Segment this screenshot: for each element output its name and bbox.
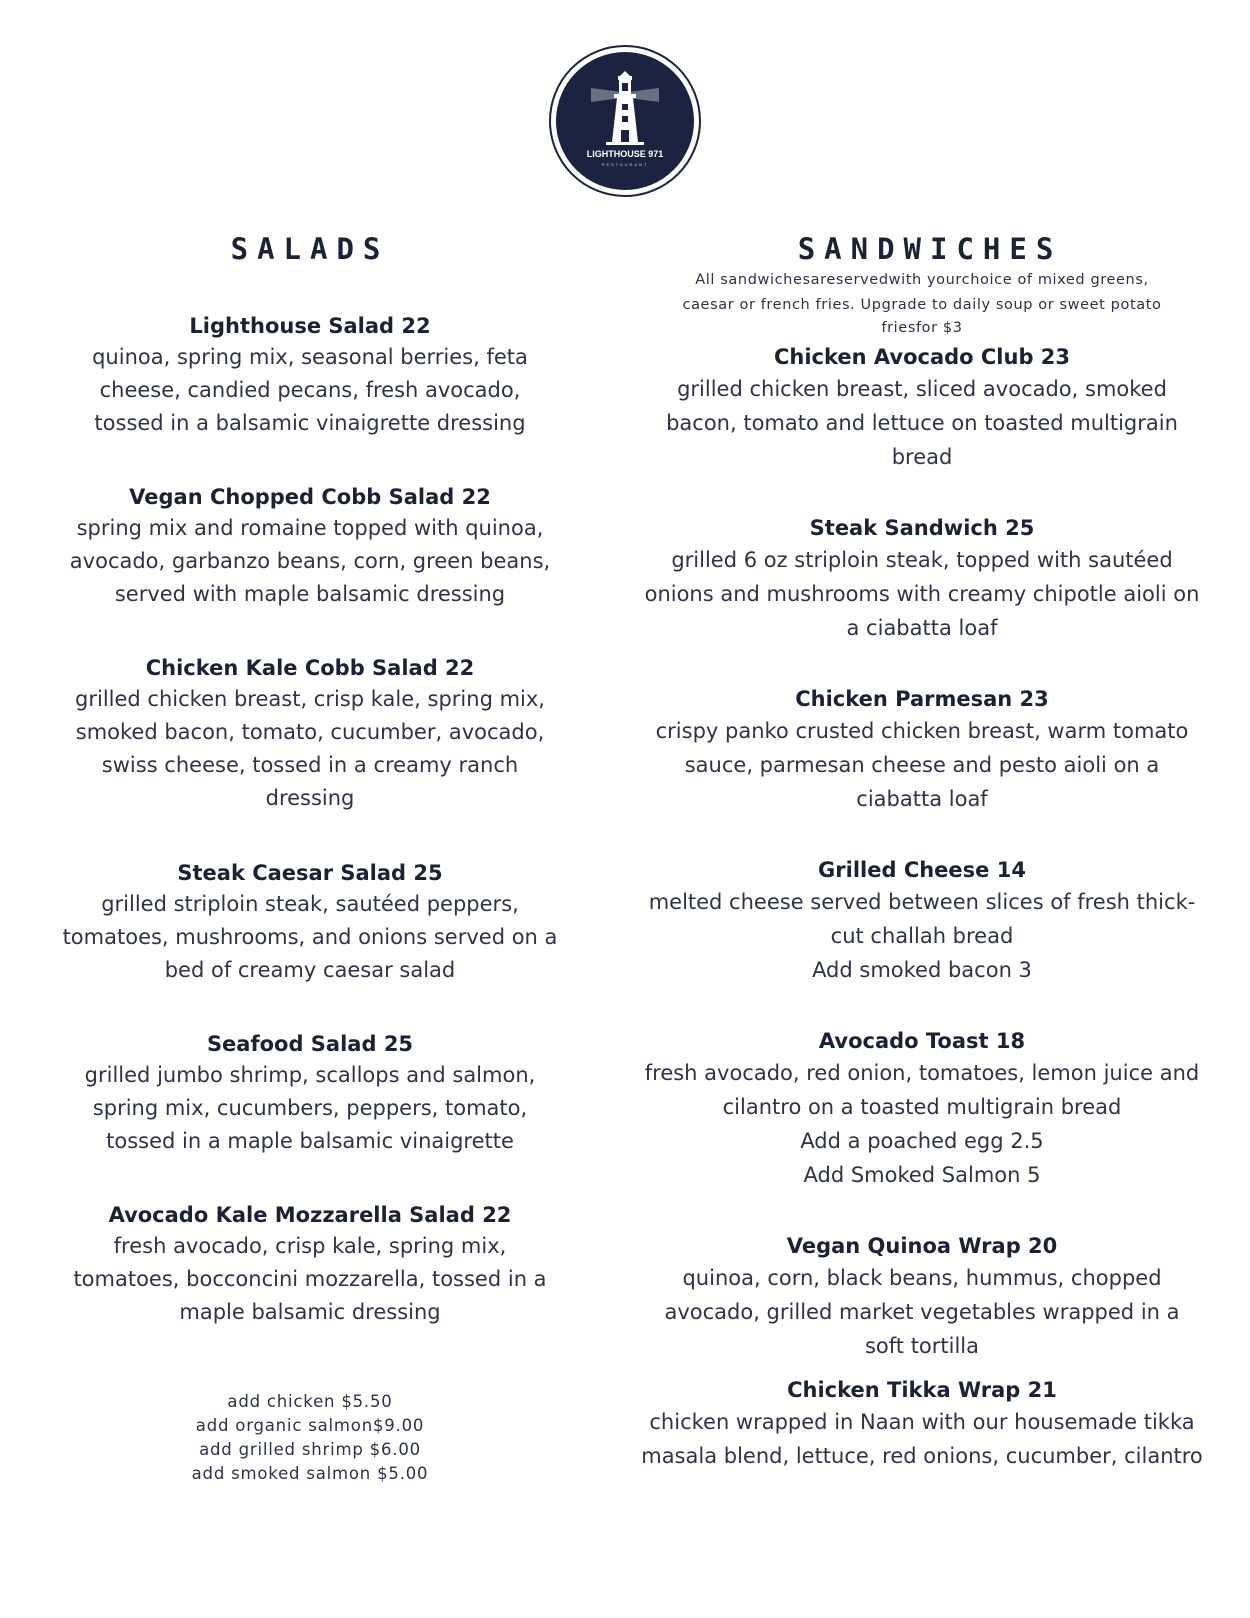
item-description-line: Add a poached egg 2.5: [800, 1129, 1044, 1153]
item-name: Chicken Kale Cobb Salad 22: [145, 656, 475, 680]
item-description-line: bread: [891, 445, 953, 469]
item-description-line: avocado, grilled market vegetables wrapped in a: [664, 1300, 1180, 1324]
menu-item: [632, 1231, 1212, 1363]
item-description-line: fresh avocado, crisp kale, spring mix,: [113, 1234, 507, 1258]
item-description-line: tossed in a maple balsamic vinaigrette: [106, 1129, 514, 1153]
salad-add-ons: [100, 1390, 520, 1486]
note-line: All sandwichesareservedwith yourchoice of mixed greens,: [695, 272, 1149, 288]
item-description-line: masala blend, lettuce, red onions, cucumber, cilantro: [641, 1444, 1203, 1468]
logo-name: LIGHTHOUSE 971: [586, 149, 664, 159]
logo-badge: [556, 52, 694, 190]
item-description-line: spring mix and romaine topped with quinoa,: [76, 516, 544, 540]
item-description-line: maple balsamic dressing: [179, 1300, 441, 1324]
item-description-line: grilled 6 oz striploin steak, topped with sautéed: [671, 548, 1173, 572]
item-description-line: smoked bacon, tomato, cucumber, avocado,: [75, 720, 545, 744]
item-description-line: fresh avocado, red onion, tomatoes, lemon juice and: [644, 1061, 1200, 1085]
item-description-line: melted cheese served between slices of fresh thick-: [648, 890, 1196, 914]
item-description-line: cut challah bread: [830, 924, 1014, 948]
item-name: Chicken Avocado Club 23: [773, 345, 1071, 369]
item-description-line: cilantro on a toasted multigrain bread: [722, 1095, 1122, 1119]
item-name: Vegan Quinoa Wrap 20: [786, 1234, 1058, 1258]
restaurant-logo: [549, 45, 701, 197]
item-description-line: quinoa, spring mix, seasonal berries, feta: [92, 345, 528, 369]
add-on-line: add grilled shrimp $6.00: [199, 1440, 421, 1459]
item-description-line: cheese, candied pecans, fresh avocado,: [99, 378, 521, 402]
item-description-line: grilled chicken breast, sliced avocado, smoked: [677, 377, 1167, 401]
menu-item: [55, 311, 565, 440]
note-line: friesfor $3: [881, 320, 963, 336]
item-description-line: a ciabatta loaf: [846, 616, 998, 640]
item-description-line: tossed in a balsamic vinaigrette dressing: [94, 411, 526, 435]
item-name: Lighthouse Salad 22: [189, 314, 431, 338]
menu-item: [55, 1200, 565, 1329]
sandwiches-heading: SANDWICHES: [797, 232, 1063, 266]
item-description-line: tomatoes, mushrooms, and onions served on a: [62, 925, 558, 949]
item-name: Steak Sandwich 25: [809, 516, 1035, 540]
item-description-line: grilled jumbo shrimp, scallops and salmon,: [84, 1063, 536, 1087]
menu-item: [632, 855, 1212, 987]
add-on-line: add chicken $5.50: [227, 1392, 393, 1411]
item-name: Vegan Chopped Cobb Salad 22: [129, 485, 491, 509]
item-name: Chicken Parmesan 23: [795, 687, 1049, 711]
item-description-line: spring mix, cucumbers, peppers, tomato,: [92, 1096, 528, 1120]
item-description-line: grilled striploin steak, sautéed peppers,: [101, 892, 519, 916]
item-description-line: swiss cheese, tossed in a creamy ranch: [101, 753, 519, 777]
item-description-line: Add smoked bacon 3: [812, 958, 1032, 982]
item-name: Seafood Salad 25: [206, 1032, 414, 1056]
sandwiches-note: [648, 268, 1196, 338]
item-description-line: avocado, garbanzo beans, corn, green beans,: [69, 549, 551, 573]
item-description-line: sauce, parmesan cheese and pesto aioli on a: [684, 753, 1160, 777]
item-description-line: soft tortilla: [864, 1334, 980, 1358]
menu-item: [55, 1029, 565, 1158]
item-description-line: grilled chicken breast, crisp kale, spring mix,: [75, 687, 545, 711]
item-description-line: bed of creamy caesar salad: [164, 958, 456, 982]
menu-item: [632, 684, 1212, 816]
salads-heading: SALADS: [230, 232, 390, 266]
item-description-line: dressing: [265, 786, 355, 810]
add-on-line: add smoked salmon $5.00: [191, 1464, 429, 1483]
logo-subtitle: RESTAURANT: [601, 162, 649, 167]
menu-item: [55, 482, 565, 611]
add-on-line: add organic salmon$9.00: [195, 1416, 425, 1435]
item-name: Steak Caesar Salad 25: [177, 861, 443, 885]
item-description-line: chicken wrapped in Naan with our housemade tikka: [649, 1410, 1195, 1434]
item-name: Avocado Toast 18: [818, 1029, 1026, 1053]
item-description-line: ciabatta loaf: [856, 787, 988, 811]
item-name: Grilled Cheese 14: [818, 858, 1026, 882]
item-description-line: bacon, tomato and lettuce on toasted multigrain: [666, 411, 1178, 435]
item-name: Chicken Tikka Wrap 21: [787, 1378, 1057, 1402]
menu-item: [632, 342, 1212, 474]
item-description-line: served with maple balsamic dressing: [114, 582, 506, 606]
menu-item: [632, 1026, 1212, 1192]
item-description-line: tomatoes, bocconcini mozzarella, tossed in a: [73, 1267, 547, 1291]
item-description-line: crispy panko crusted chicken breast, warm tomato: [655, 719, 1189, 743]
note-line: caesar or french fries. Upgrade to daily soup or sweet potato: [682, 297, 1162, 313]
lighthouse-icon: [556, 52, 694, 190]
menu-item: [632, 513, 1212, 645]
item-name: Avocado Kale Mozzarella Salad 22: [108, 1203, 512, 1227]
menu-item: [55, 653, 565, 815]
menu-item: [632, 1375, 1212, 1473]
item-description-line: Add Smoked Salmon 5: [803, 1163, 1041, 1187]
item-description-line: quinoa, corn, black beans, hummus, chopped: [682, 1266, 1162, 1290]
menu-item: [55, 858, 565, 987]
item-description-line: onions and mushrooms with creamy chipotle aioli on: [644, 582, 1200, 606]
